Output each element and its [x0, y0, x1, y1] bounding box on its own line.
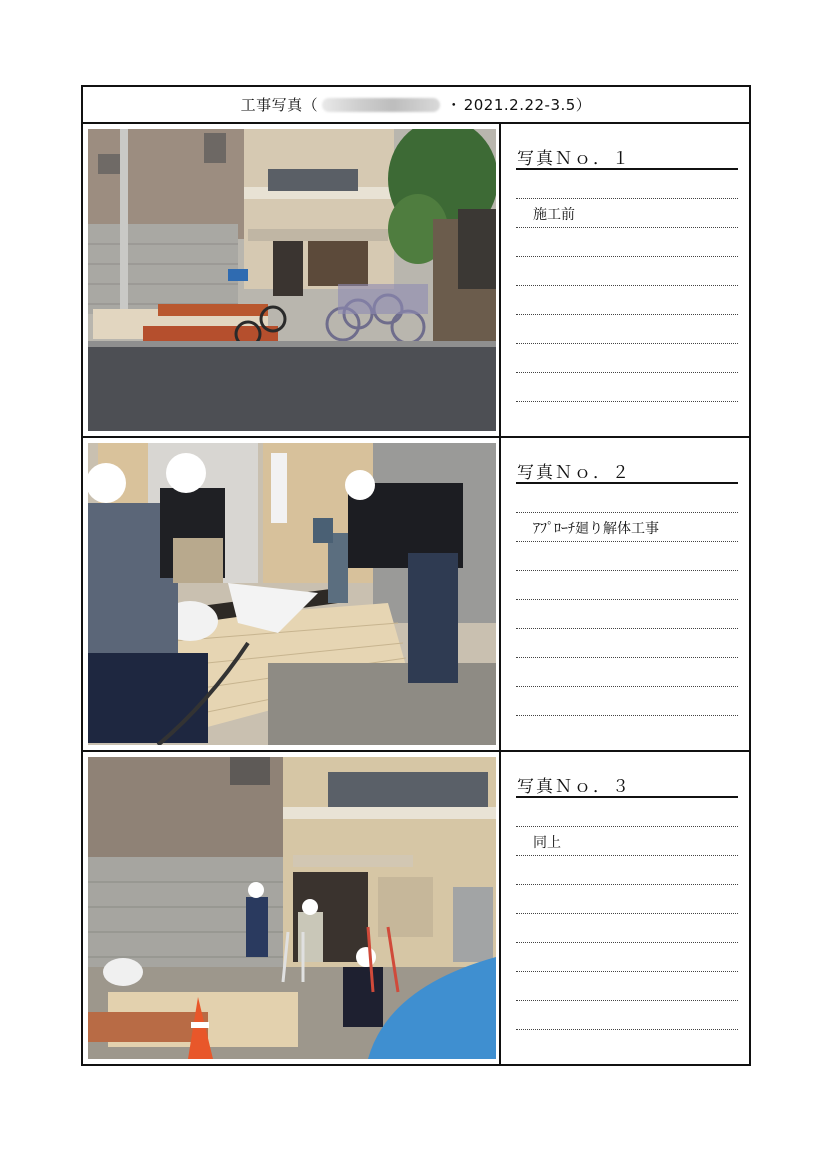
- caption-underline: [516, 796, 738, 798]
- photo-note: 施工前: [533, 207, 575, 223]
- note-line: [516, 855, 738, 856]
- note-line: [516, 285, 738, 286]
- caption-underline: [516, 482, 738, 484]
- note-line: [516, 971, 738, 972]
- construction-photo-2: [88, 443, 496, 745]
- note-line: [516, 256, 738, 257]
- note-line: [516, 314, 738, 315]
- note-line: [516, 686, 738, 687]
- note-cell-2: [501, 438, 749, 750]
- photo-cell-2: [83, 438, 501, 750]
- note-line: [516, 628, 738, 629]
- title-prefix: 工事写真（: [240, 96, 319, 114]
- note-line: [516, 599, 738, 600]
- title-dates: 2021.2.22-3.5）: [463, 96, 592, 114]
- photo-row-3: [83, 752, 749, 1064]
- page-title: [83, 87, 749, 124]
- note-line: [516, 372, 738, 373]
- note-line: [516, 715, 738, 716]
- note-line: [516, 198, 738, 199]
- photo-cell-1: [83, 124, 501, 436]
- note-line: [516, 826, 738, 827]
- photo-caption: 写真Ｎｏ．１: [517, 149, 631, 169]
- photo-caption: 写真Ｎｏ．３: [517, 777, 631, 797]
- note-line: [516, 541, 738, 542]
- note-line: [516, 227, 738, 228]
- photo-sheet: [81, 85, 751, 1066]
- photo-row-2: [83, 438, 749, 752]
- note-line: [516, 884, 738, 885]
- redacted-text: [322, 98, 440, 112]
- photo-cell-3: [83, 752, 501, 1064]
- title-separator: ・: [446, 96, 462, 114]
- note-line: [516, 343, 738, 344]
- note-line: [516, 942, 738, 943]
- photo-note: ｱﾌﾟﾛｰﾁ廻り解体工事: [533, 521, 659, 537]
- photo-note: 同上: [533, 835, 561, 851]
- photo-row-1: [83, 124, 749, 438]
- caption-underline: [516, 168, 738, 170]
- construction-photo-1: [88, 129, 496, 431]
- note-line: [516, 512, 738, 513]
- note-line: [516, 657, 738, 658]
- note-cell-1: [501, 124, 749, 436]
- note-line: [516, 913, 738, 914]
- construction-photo-3: [88, 757, 496, 1059]
- note-cell-3: [501, 752, 749, 1064]
- note-line: [516, 1029, 738, 1030]
- note-line: [516, 401, 738, 402]
- note-line: [516, 1000, 738, 1001]
- note-line: [516, 570, 738, 571]
- photo-caption: 写真Ｎｏ．２: [517, 463, 631, 483]
